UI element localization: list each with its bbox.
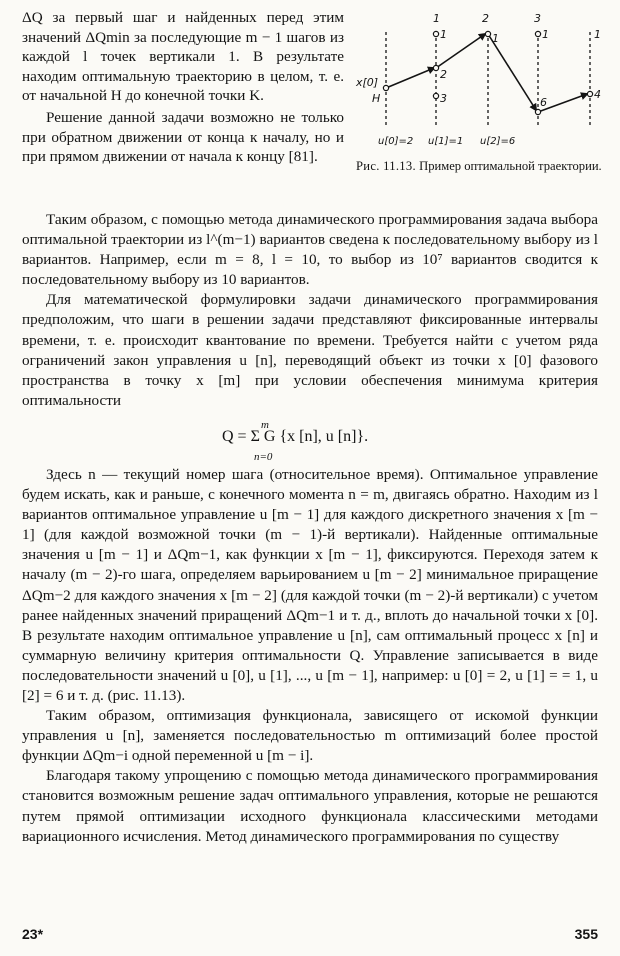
point-c1-mid [433,65,438,70]
column-label-2: 2 [482,12,489,25]
paragraph-2: Для математической формулировки задачи динамического программирования предположим, что шаги в решении задачи представляют фиксированные интервалы времени, т. е. происходит квантование по времени. Требуется найти с учетом ряда ограничений закон управления u [n], переводящий объект из точки x [0] фазового пространства в точку x [m] при условии обеспечения минимума критерия оптимальности [22,291,598,409]
caption-label: Рис. 11.13. [356,159,416,173]
optimality-formula [22,418,598,463]
paragraph-1: Таким образом, с помощью метода динамического программирования задача выбора оптимальной траектории из l^(m−1) вариантов сведена к последовательному выбору из l вариантов. Например, если m = 8, l = 10, то выбор из 10⁷ вариантов сводится к последовательному выбору из 10 вариантов. [22,211,598,289]
column-label-3: 3 [534,12,541,25]
page-footer [22,926,598,948]
formula-text: Q = Σ G {x [n], u [n]}. [222,427,369,445]
column-label-1: 1 [433,12,440,25]
label-c2-top: 1 [492,32,499,45]
label-c1-top: 1 [440,28,447,41]
point-c1-top [433,31,438,36]
control-u1: u[1]=1 [428,136,464,147]
label-c3-mid: 6 [540,96,547,109]
point-c4-mid [587,91,592,96]
trajectory-segment-3 [488,34,536,110]
point-c1-low [433,93,438,98]
start-h-label: H [372,92,381,105]
label-c1-mid: 2 [440,68,447,81]
formula-lower-limit: n=0 [254,450,273,463]
left-column-text [22,8,344,167]
trajectory-segment-1 [386,68,434,88]
label-c4-mid: 4 [594,88,601,101]
label-c4-top: 1 [594,28,601,41]
point-c3-top [535,31,540,36]
paragraph-4: Таким образом, оптимизация функционала, зависящего от искомой функции управления u [n], заменяется последовательностью m оптимизаций более простой функции ΔQm−i одной переменной u [m − i]. [22,707,598,765]
caption-text: Пример оптимальной траектории. [419,159,602,173]
point-c3-mid [535,109,540,114]
start-x-label: x[0] [356,76,379,89]
paragraph-3: Здесь n — текущий номер шага (относительное время). Оптимальное управление будем искать, как и раньше, с конечного момента n = m, двигаясь обратно. Находим из l вариантов оптимальное управление u [m − 1] для каждого дискретного значения x [m − 1] (для каждой возможной точки (m − 1)-й вертикали). Найденные оптимальные значения u [m − 1] и ΔQm−1, как функции x [m − 1], фиксируются. Переходя затем к началу (m − 2)-го шага, определяем варьированием u [m − 2] минимальное приращение ΔQm−2 для каждого значения x [m − 2] (для каждой точки (m − 2)-й вертикали) с учетом ранее найденных значений приращений ΔQm−1 и т. д., вплоть до начальной точки x [0]. В результате находим оптимальное управление u [n], сам оптимальный процесс x [n] и суммарную величину критерия оптимальности Q. Управление записывается в виде последовательности значений u [0], u [1], ..., u [m − 1], например: u [0] = 2, u [1] = = 1, u [2] = 6 и т. д. (рис. 11.13). [22,465,598,704]
formula-upper-limit: m [261,418,269,431]
point-c2-top [485,31,490,36]
paragraph-5: Благодаря такому упрощению с помощью метода динамического программирования становится возможным решение задач оптимального управления, которые не решаются путем прямой оптимизации исходного функционала классическими методами вариационного исчисления. Метод динамического программирования по существу [22,767,598,845]
label-c3-top: 1 [542,28,549,41]
signature-mark: 23* [22,926,44,942]
label-c1-low: 3 [440,92,447,105]
trajectory-diagram [350,6,612,156]
left-paragraph-1: ΔQ за первый шаг и найденных перед этим значений ΔQmin за последующие m − 1 шагов из каждой l точек вертикали 1. В результате находим оптимальную траекторию в целом, т. е. от начальной H до конечной точки K. [22,9,344,105]
control-u2: u[2]=6 [480,136,516,147]
page-number: 355 [574,926,598,942]
figure-caption [356,158,612,174]
point-start [383,85,388,90]
left-paragraph-2: Решение данной задачи возможно не только при обратном движении от конца к началу, но и при прямом движении от начала к концу [81]. [22,108,344,166]
control-u0: u[0]=2 [378,136,414,147]
main-body-text [22,210,598,847]
